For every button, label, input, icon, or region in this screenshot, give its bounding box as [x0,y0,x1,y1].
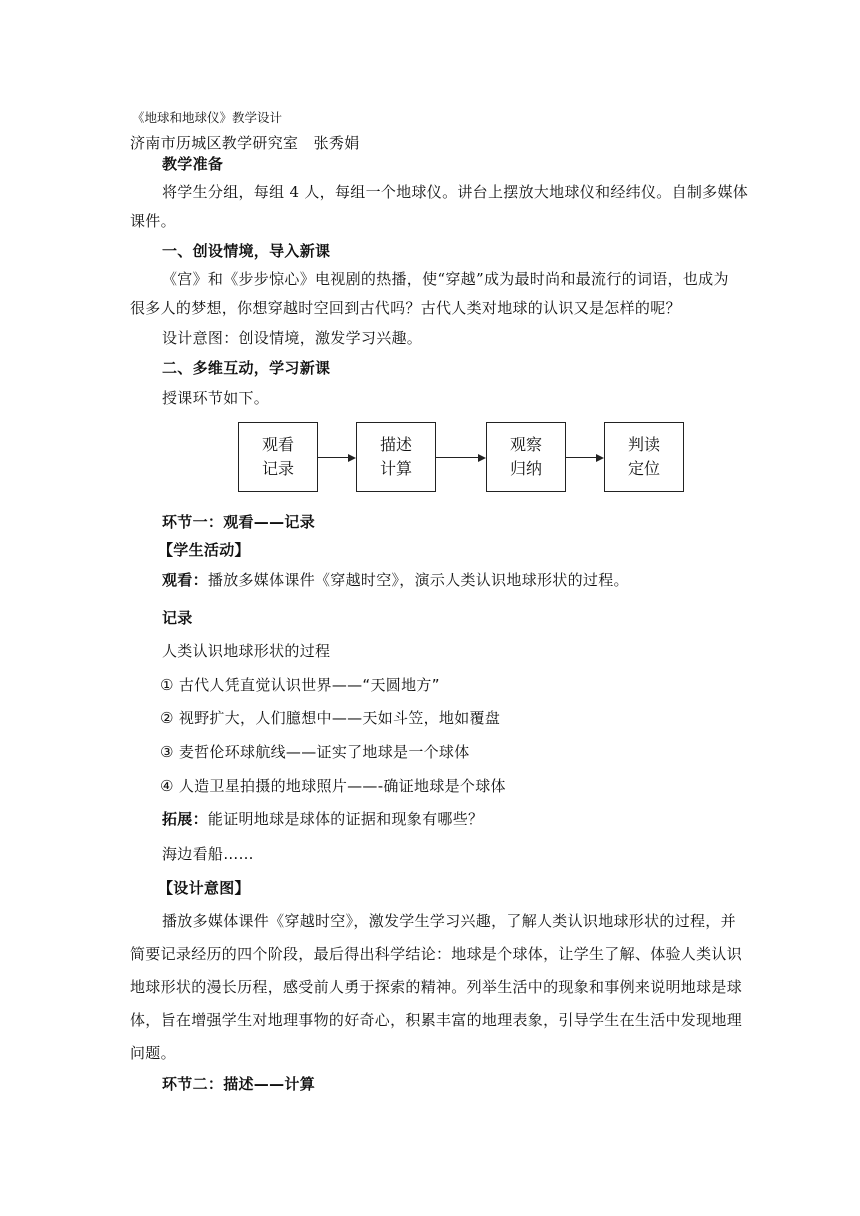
flow-box-observe-induce [486,422,566,492]
section2-heading: 二、多维互动，学习新课 [162,359,331,377]
flow-box-line: 定位 [627,459,660,478]
flow-box-watch-record [238,422,318,492]
watch-text: 播放多媒体课件《穿越时空》，演示人类认识地球形状的过程。 [207,571,629,589]
intent-line: 播放多媒体课件《穿越时空》，激发学生学习兴趣，了解人类认识地球形状的过程，并 [162,912,736,930]
extend-label: 拓展： [162,810,208,828]
flow-box-line: 观察 [509,435,542,454]
flow-arrow [566,457,596,458]
step2-heading: 环节二：描述——计算 [162,1075,316,1093]
flow-box-line: 判读 [627,435,660,454]
document-title: 《地球和地球仪》教学设计 [132,110,283,125]
intent-line: 问题。 [130,1044,176,1062]
flow-box-line: 归纳 [509,459,542,478]
flow-arrow [436,457,478,458]
flow-box-describe-calculate [356,422,436,492]
prep-heading: 教学准备 [162,155,224,173]
prep-line-2: 课件。 [130,212,176,230]
intent-line: 简要记录经历的四个阶段，最后得出科学结论：地球是个球体，让学生了解、体验人类认识 [130,945,743,963]
step1-heading: 环节一：观看——记录 [162,513,316,531]
activity-heading: 【学生活动】 [158,541,250,559]
extend-text: 能证明地球是球体的证据和现象有哪些？ [207,810,484,828]
extend-paragraph [162,808,483,829]
process-title: 人类认识地球形状的过程 [162,642,331,660]
section1-line-1: 《宫》和《步步惊心》电视剧的热播，使“穿越”成为最时尚和最流行的词语，也成为 [162,270,729,288]
author-line: 济南市历城区教学研究室 张秀娟 [130,134,360,152]
list-item: ④ 人造卫星拍摄的地球照片——-确证地球是个球体 [160,777,506,795]
flow-arrow [318,457,348,458]
arrow-head-icon [348,454,356,462]
section1-intent: 设计意图：创设情境，激发学习兴趣。 [162,329,423,347]
section1-heading: 一、创设情境，导入新课 [162,242,331,260]
list-item: ② 视野扩大，人们臆想中——天如斗笠，地如覆盘 [160,709,501,727]
section1-line-2: 很多人的梦想，你想穿越时空回到古代吗？古代人类对地球的认识又是怎样的呢？ [130,299,681,317]
watch-paragraph [162,569,629,590]
arrow-head-icon [478,454,486,462]
flow-box-line: 描述 [379,435,412,454]
flow-box-read-locate [604,422,684,492]
record-label: 记录 [162,609,193,627]
list-item: ① 古代人凭直觉认识世界——“天圆地方” [160,676,440,694]
prep-line-1: 将学生分组，每组 4 人，每组一个地球仪。讲台上摆放大地球仪和经纬仪。自制多媒体 [162,183,749,201]
list-item: ③ 麦哲伦环球航线——证实了地球是一个球体 [160,743,470,761]
intent-line: 体，旨在增强学生对地理事物的好奇心，积累丰富的地理表象，引导学生在生活中发现地理 [130,1011,743,1029]
watch-label: 观看： [162,571,208,589]
seaside-text: 海边看船…… [162,845,254,863]
section2-intro: 授课环节如下。 [162,389,270,407]
flow-box-line: 观看 [261,435,294,454]
intent-heading: 【设计意图】 [158,879,250,897]
arrow-head-icon [596,454,604,462]
flow-box-line: 计算 [379,459,412,478]
flow-box-line: 记录 [261,459,294,478]
intent-line: 地球形状的漫长历程，感受前人勇于探索的精神。列举生活中的现象和事例来说明地球是球 [130,978,743,996]
